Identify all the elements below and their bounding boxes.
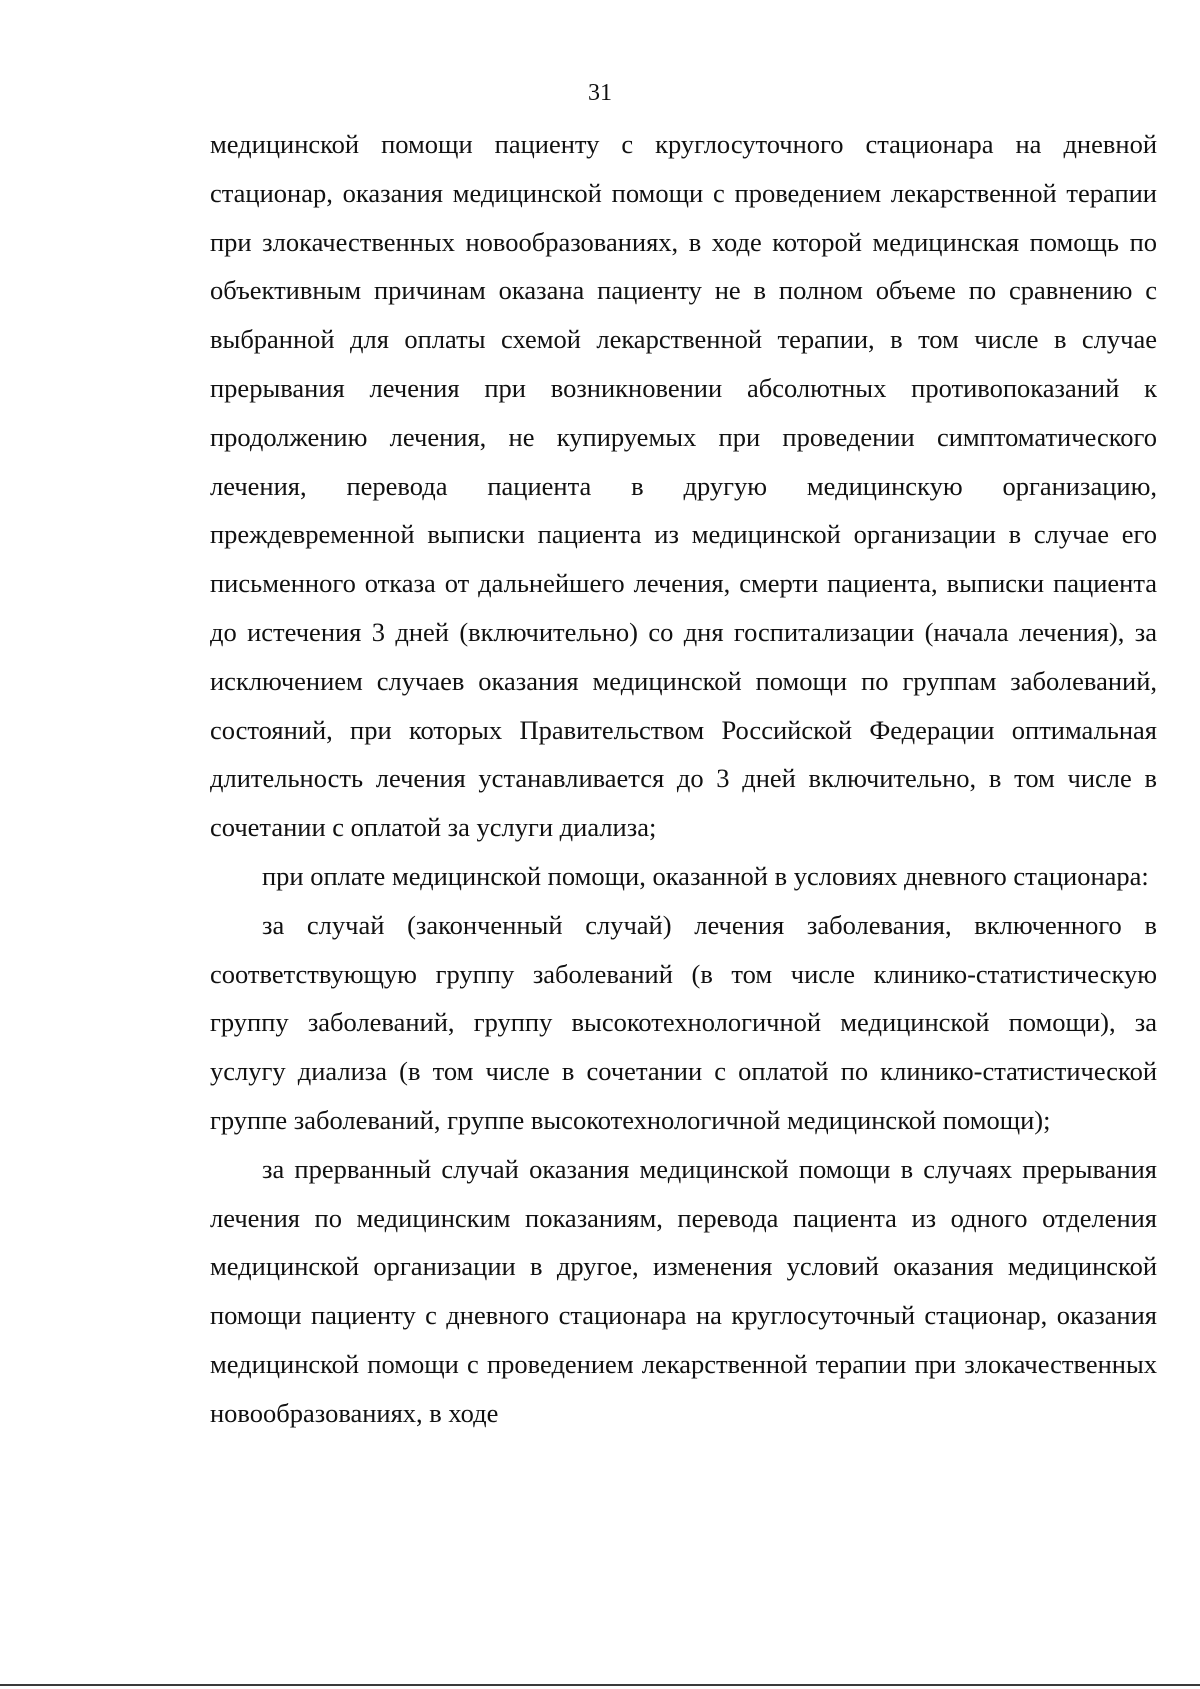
bottom-edge-line — [0, 1684, 1200, 1686]
document-body — [210, 120, 1157, 1438]
paragraph-continuation: медицинской помощи пациенту с круглосуточного стационара на дневной стационар, оказания медицинской помощи с проведением лекарственной терапии при злокачественных новообразованиях, в ходе которой медицинская помощь по объективным причинам оказана пациенту не в полном объеме по сравнению с выбранной для оплаты схемой лекарственной терапии, в том числе в случае прерывания лечения при возникновении абсолютных противопоказаний к продолжению лечения, не купируемых при проведении симптоматического лечения, перевода пациента в другую медицинскую организацию, преждевременной выписки пациента из медицинской организации в случае его письменного отказа от дальнейшего лечения, смерти пациента, выписки пациента до истечения 3 дней (включительно) со дня госпитализации (начала лечения), за исключением случаев оказания медицинской помощи по группам заболеваний, состояний, при которых Правительством Российской Федерации оптимальная длительность лечения устанавливается до 3 дней включительно, в том числе в сочетании с оплатой за услуги диализа; — [210, 129, 1157, 843]
paragraph-interrupted-case: за прерванный случай оказания медицинской помощи в случаях прерывания лечения по медицинским показаниям, перевода пациента из одного отделения медицинской организации в другое, изменения условий оказания медицинской помощи пациенту с дневного стационара на круглосуточный стационар, оказания медицинской помощи с проведением лекарственной терапии при злокачественных новообразованиях, в ходе — [210, 1153, 1157, 1428]
paragraph-day-hospital-payment: при оплате медицинской помощи, оказанной в условиях дневного стационара: — [262, 860, 1149, 891]
page-number: 31 — [588, 80, 612, 106]
paragraph-completed-case: за случай (законченный случай) лечения заболевания, включенного в соответствующую группу заболеваний (в том числе клинико-статистическую группу заболеваний, группу высокотехнологичной медицинской помощи), за услугу диализа (в том числе в сочетании с оплатой по клинико-статистической группе заболеваний, группе высокотехнологичной медицинской помощи); — [210, 909, 1157, 1135]
